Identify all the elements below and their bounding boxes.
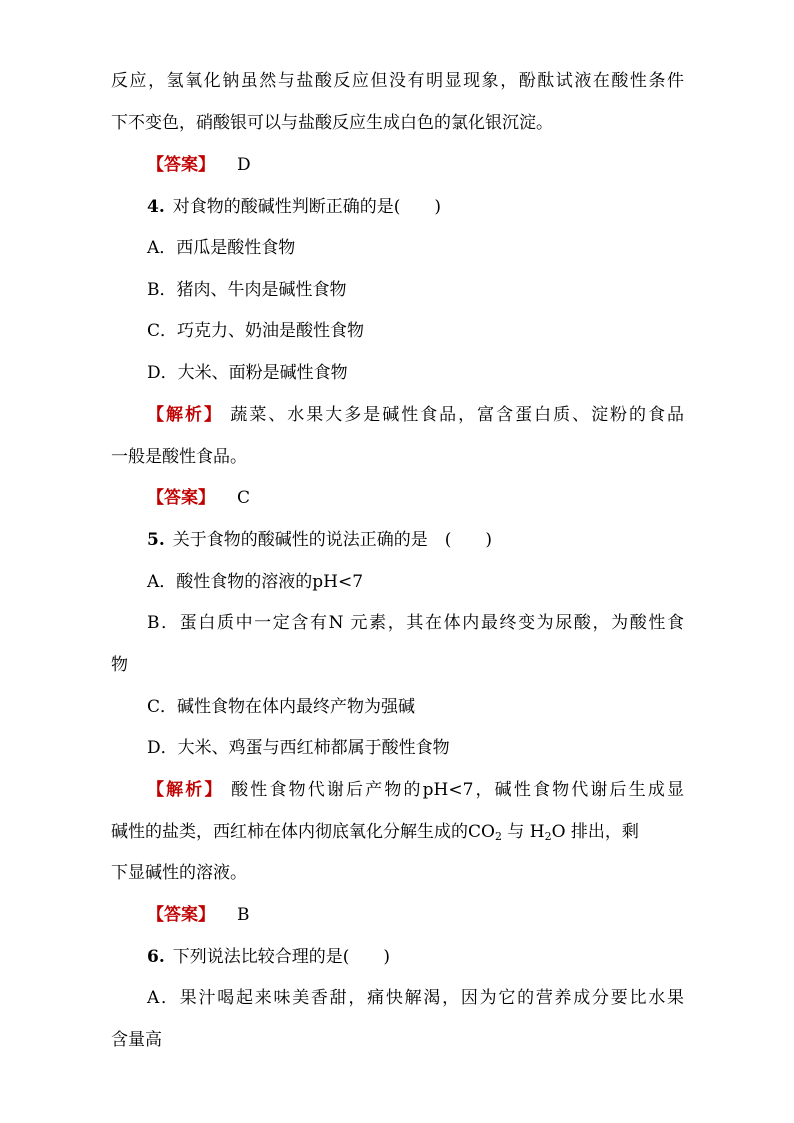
q5-analysis-line-2: [111, 821, 639, 843]
analysis-label: 【解析】: [147, 780, 224, 800]
q3-explanation-line-1: 反应，氢氧化钠虽然与盐酸反应但没有明显现象，酚酞试液在酸性条件: [111, 71, 684, 91]
analysis-text: 与 H: [507, 822, 545, 842]
answer-value: C: [237, 488, 251, 508]
q5-stem: [147, 529, 492, 551]
question-number: 4.: [147, 197, 165, 217]
q5-option-b-line-2: 物: [111, 655, 128, 675]
q4-option-b: B．猪肉、牛肉是碱性食物: [147, 280, 347, 300]
q6-option-a-line-1: A．果汁喝起来味美香甜，痛快解渴，因为它的营养成分要比水果: [147, 988, 684, 1008]
answer-label: 【答案】: [147, 488, 215, 508]
q5-option-b-line-1: B．蛋白质中一定含有N 元素，其在体内最终变为尿酸，为酸性食: [147, 613, 684, 633]
q4-answer: [147, 487, 250, 509]
answer-value: B: [237, 905, 250, 925]
q5-analysis-line-1: [147, 779, 684, 801]
q4-analysis-line-1: [147, 404, 684, 426]
subscript: 2: [494, 830, 502, 843]
question-number: 6.: [147, 947, 165, 967]
q4-option-a: A．西瓜是酸性食物: [147, 238, 296, 258]
q5-analysis-line-3: 下显碱性的溶液。: [111, 863, 247, 883]
q4-option-c: C．巧克力、奶油是酸性食物: [147, 321, 365, 341]
q5-option-d: D．大米、鸡蛋与西红柿都属于酸性食物: [147, 738, 450, 758]
question-text: 关于食物的酸碱性的说法正确的是 ( ): [172, 530, 493, 550]
question-number: 5.: [147, 530, 165, 550]
q4-analysis-line-2: 一般是酸性食品。: [111, 447, 247, 467]
question-text: 对食物的酸碱性判断正确的是( ): [172, 197, 442, 217]
answer-label: 【答案】: [147, 905, 215, 925]
analysis-text: 蔬菜、水果大多是碱性食品，富含蛋白质、淀粉的食品: [230, 405, 685, 425]
answer-label: 【答案】: [147, 155, 215, 175]
q4-option-d: D．大米、面粉是碱性食物: [147, 363, 348, 383]
analysis-text: 碱性的盐类，西红柿在体内彻底氧化分解生成的CO: [111, 822, 495, 842]
q3-explanation-line-2: 下不变色，硝酸银可以与盐酸反应生成白色的氯化银沉淀。: [111, 113, 553, 133]
q5-option-c: C．碱性食物在体内最终产物为强碱: [147, 697, 416, 717]
answer-value: D: [237, 155, 251, 175]
q5-answer: [147, 904, 250, 926]
analysis-text: 酸性食物代谢后产物的pH<7，碱性食物代谢后生成显: [231, 780, 685, 800]
q6-stem: [147, 946, 390, 968]
q5-option-a: A．酸性食物的溶液的pH<7: [147, 572, 364, 592]
analysis-text: O 排出，剩: [551, 822, 639, 842]
q3-answer: [147, 154, 251, 176]
q6-option-a-line-2: 含量高: [111, 1030, 162, 1050]
analysis-label: 【解析】: [147, 405, 223, 425]
q4-stem: [147, 196, 441, 218]
subscript: 2: [544, 830, 552, 843]
question-text: 下列说法比较合理的是( ): [172, 947, 391, 967]
